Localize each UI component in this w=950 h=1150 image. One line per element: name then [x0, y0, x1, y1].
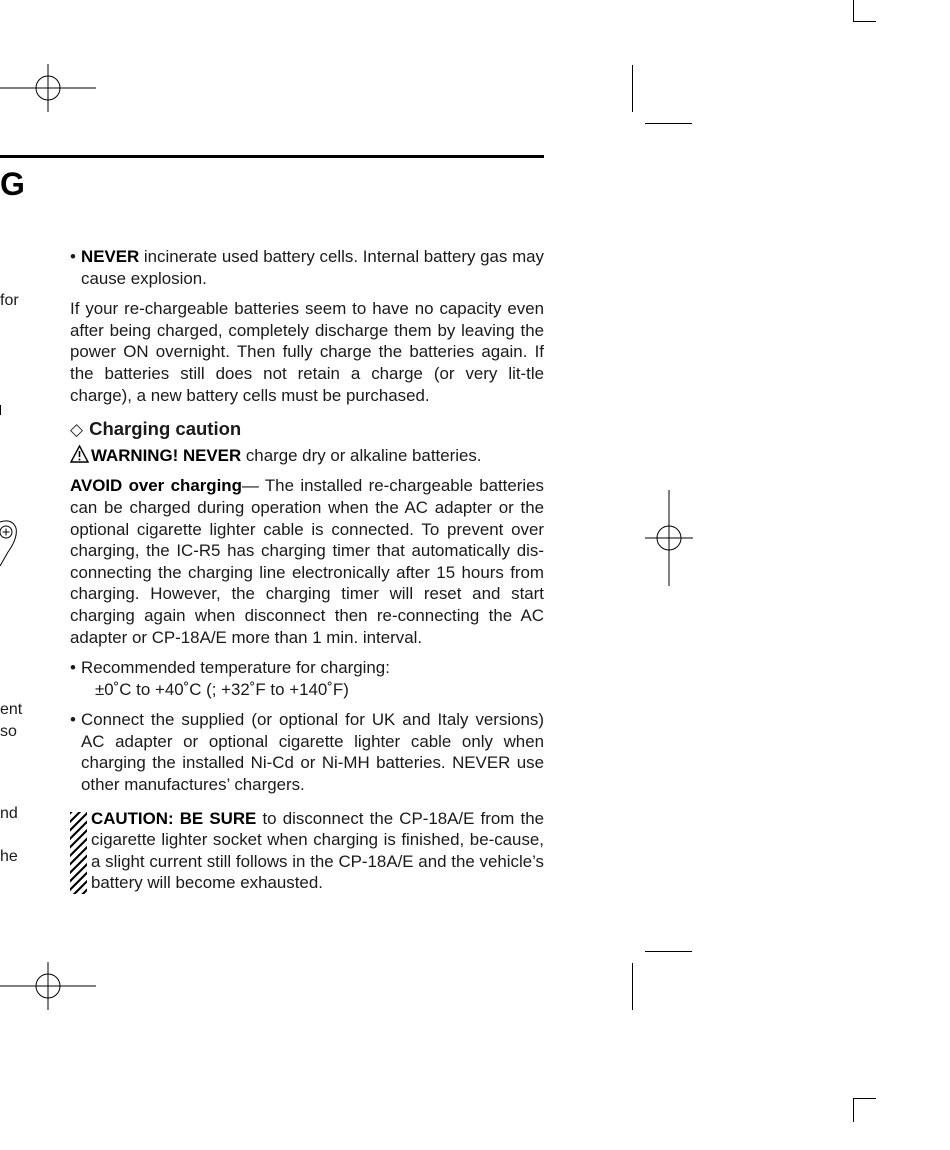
crop-mark	[853, 21, 876, 22]
left-column-fragment: so	[0, 723, 17, 740]
registration-mark	[0, 64, 96, 112]
crop-mark	[632, 65, 633, 112]
crop-mark	[645, 123, 692, 124]
diamond-icon: ◇	[70, 420, 84, 440]
registration-mark	[0, 962, 96, 1010]
crop-mark	[853, 1098, 876, 1099]
main-text-column	[70, 246, 544, 894]
battery-plus-terminal-icon	[0, 518, 20, 570]
caution-block	[70, 808, 544, 894]
charging-caution-heading	[70, 418, 544, 441]
bullet-incinerate-emphasis: NEVER	[81, 247, 140, 266]
crop-mark	[632, 963, 633, 1010]
left-column-fragment: he	[0, 848, 18, 865]
warning-text: charge dry or alkaline batteries.	[241, 445, 482, 465]
capacity-paragraph: If your re-chargeable batteries seem to have no capacity even after being charged, completely discharge them by leaving the power ON overnight. Then fully charge the batteries again. If the batteries still does not retain a charge (or very lit-tle charge), a new battery cells must be purchased.	[70, 299, 544, 405]
bullet-connect: • Connect the supplied (or optional for UK and Italy versions) AC adapter or optional cigarette lighter cable only when charging the installed Ni-Cd or Ni-MH batteries. NEVER use other manufactures’ chargers.	[70, 710, 544, 795]
warning-triangle-icon	[70, 445, 89, 463]
bullet-incinerate-text: incinerate used battery cells. Internal battery gas may cause explosion.	[81, 247, 544, 288]
temperature-range: ±0˚C to +40˚C (; +32˚F to +140˚F)	[95, 679, 349, 699]
left-column-fragment: for	[0, 292, 19, 309]
caution-emphasis: CAUTION: BE SURE	[91, 808, 257, 828]
caution-text: to disconnect the CP-18A/E from the cigarette lighter socket when charging is finished, be-cause, a slight current still follows in the CP-18A/E and the vehicle’s battery will become exhausted.	[91, 808, 544, 893]
caution-hatch-icon	[70, 812, 87, 894]
crop-mark	[853, 1098, 854, 1122]
bullet-temperature: • Recommended temperature for charging: ±0˚C to +40˚C (; +32˚F to +140˚F)	[70, 657, 544, 700]
temperature-label: Recommended temperature for charging:	[81, 658, 390, 678]
charging-caution-heading-text: Charging caution	[89, 418, 242, 440]
section-title-fragment: G	[0, 166, 25, 202]
warning-line	[70, 445, 544, 467]
warning-emphasis: WARNING! NEVER	[91, 445, 242, 465]
bullet-incinerate: • NEVER incinerate used battery cells. Internal battery gas may cause explosion.	[70, 247, 544, 288]
crop-mark	[645, 951, 692, 952]
left-column-edge-mark	[0, 405, 1, 415]
avoid-overcharging-text: — The installed re-chargeable batteries can be charged during operation when the AC adapter or the optional cigarette lighter cable is connected. To prevent over charging, the IC-R5 has charging timer that automatically dis-connecting the charging line electronically after 15 hours from charging. However, the charging timer will reset and start charging again when disconnect then re-connecting the AC adapter or CP-18A/E more than 1 min. interval.	[70, 476, 544, 647]
left-column-fragment: nd	[0, 805, 18, 822]
avoid-overcharging-emphasis: AVOID over charging	[70, 476, 242, 496]
crop-mark	[853, 0, 854, 22]
section-header-rule	[0, 155, 544, 158]
bullet-connect-text: Connect the supplied (or optional for UK and Italy versions) AC adapter or optional cigarette lighter cable only when charging the installed Ni-Cd or Ni-MH batteries. NEVER use other manufactures’ chargers.	[81, 710, 544, 795]
avoid-overcharging-paragraph	[70, 475, 544, 648]
registration-mark	[645, 490, 693, 586]
left-column-fragment: ent	[0, 701, 23, 718]
